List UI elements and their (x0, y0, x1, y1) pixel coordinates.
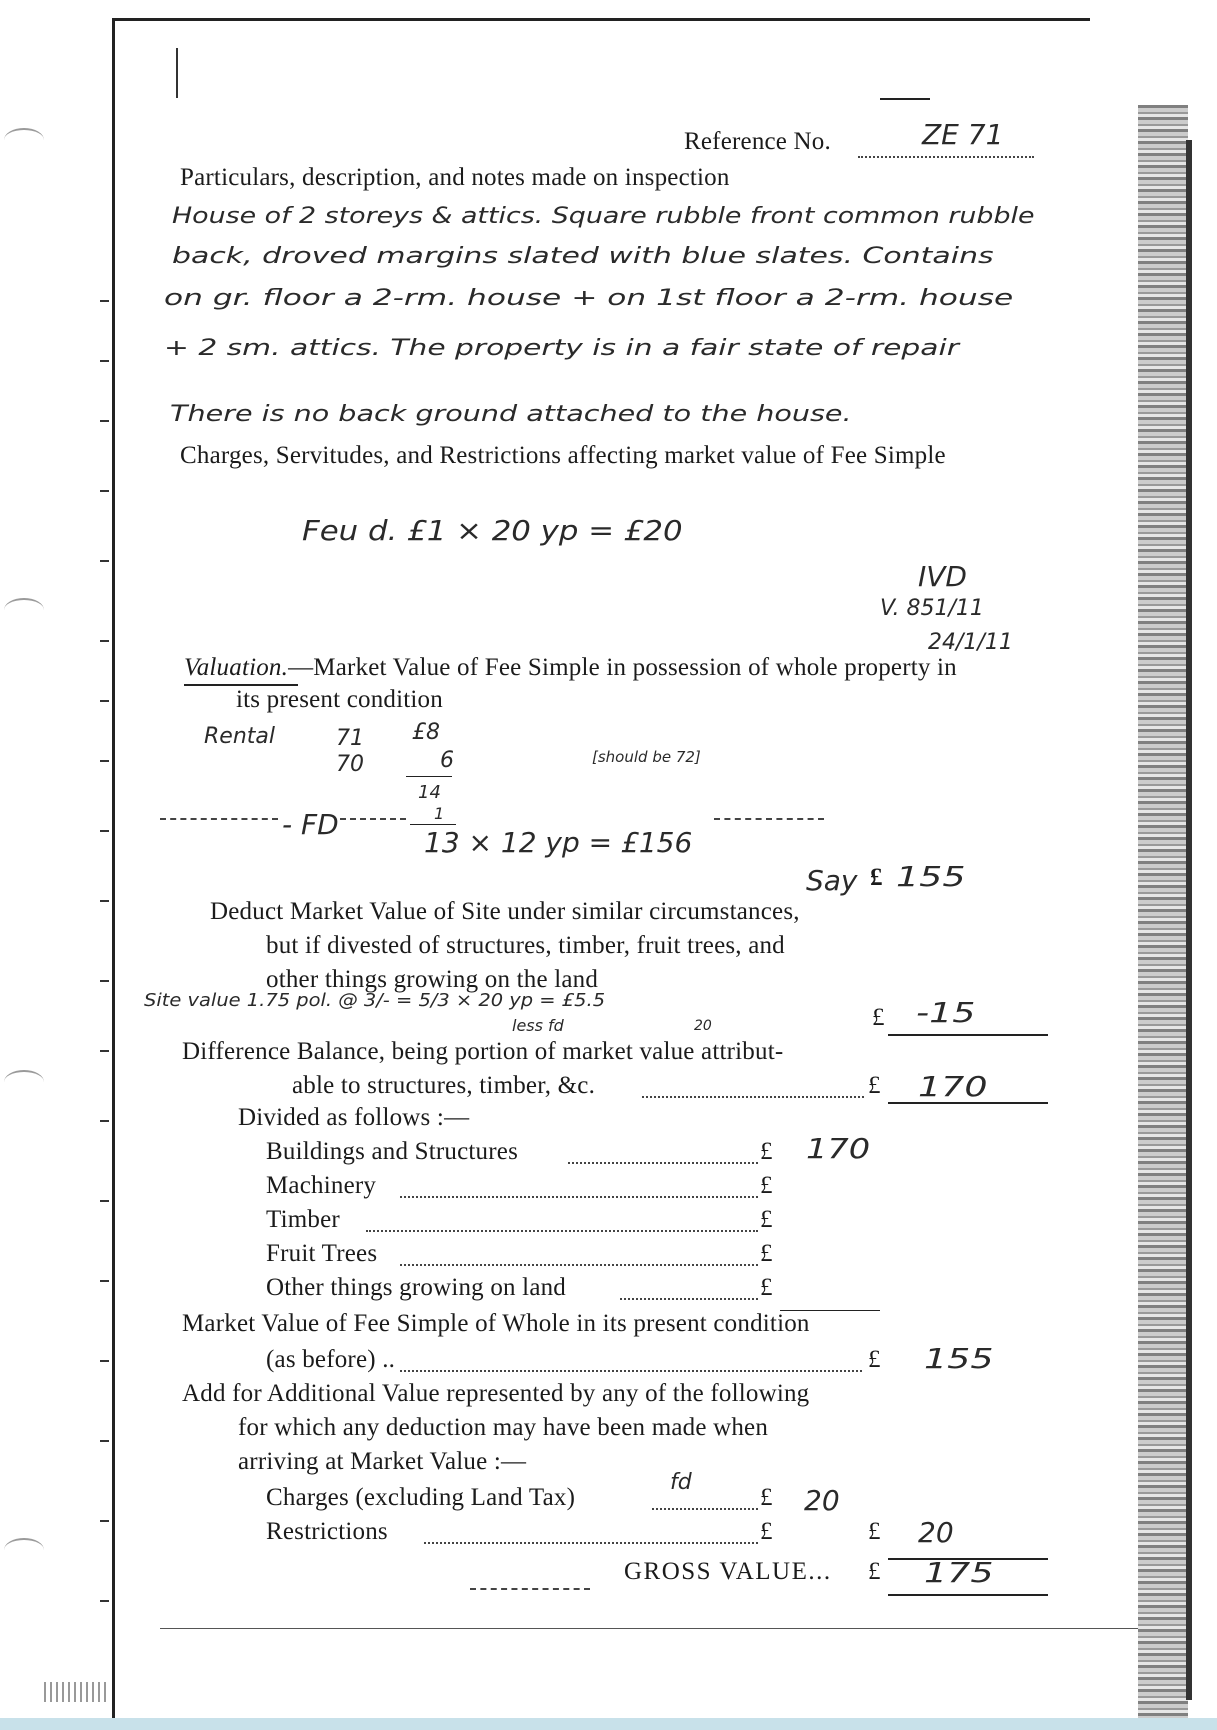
margin-tick (100, 360, 109, 362)
divided-timber-label: Timber (266, 1206, 340, 1233)
margin-tick (100, 830, 109, 832)
scanned-page-edge-dark (1186, 140, 1192, 1700)
site-value-less-fd: less fd (512, 1016, 564, 1035)
top-right-mark (880, 98, 930, 100)
ivd-note-line-1: IVD (918, 560, 967, 593)
add-for-total-currency: £ (868, 1518, 881, 1545)
ivd-note-line-3: 24/1/11 (928, 630, 1013, 655)
market-whole-line-2: (as before) .. (266, 1346, 396, 1373)
rental-amount-2: 6 (440, 748, 454, 773)
difference-line-2: able to structures, timber, &c. (292, 1072, 596, 1099)
margin-tick (100, 490, 109, 492)
market-whole-dots (400, 1370, 862, 1372)
divided-timber-dots (366, 1230, 758, 1232)
site-value-less-fd-amount: 20 (694, 1018, 712, 1034)
divided-fruit-trees-dots (400, 1264, 758, 1266)
left-border (112, 18, 115, 1718)
add-for-line-1: Add for Additional Value represented by any of the following (182, 1380, 810, 1407)
valuation-title-rest: —Market Value of Fee Simple in possession of whole property in (288, 654, 957, 681)
margin-tick (100, 1050, 109, 1052)
reference-label: Reference No. (684, 128, 831, 155)
divided-buildings-dots (568, 1162, 758, 1164)
difference-currency: £ (868, 1072, 881, 1099)
should-be-note: [should be 72] (592, 748, 701, 766)
binder-hole (4, 1538, 44, 1562)
scan-bottom-strip (0, 1718, 1217, 1730)
inner-left-line (176, 48, 178, 98)
charges-excl-note: fd (670, 1470, 692, 1495)
binder-hole (4, 128, 44, 152)
margin-tick (100, 1280, 109, 1282)
margin-tick (100, 980, 109, 982)
rental-sum-line (406, 776, 452, 777)
particulars-line-5: There is no back ground attached to the house. (170, 402, 852, 427)
add-for-total-value: 20 (918, 1516, 954, 1549)
margin-tick (100, 300, 109, 302)
margin-tick (100, 1200, 109, 1202)
valuation-title-italic: Valuation. (184, 654, 289, 681)
bottom-border (160, 1628, 1138, 1629)
market-whole-currency: £ (868, 1346, 881, 1373)
divided-other-label: Other things growing on land (266, 1274, 567, 1301)
divided-fruit-trees-currency: £ (760, 1240, 773, 1267)
divided-machinery-dots (400, 1196, 758, 1198)
divided-machinery-currency: £ (760, 1172, 773, 1199)
margin-tick (100, 560, 109, 562)
difference-value-line (888, 1102, 1048, 1104)
particulars-line-4: + 2 sm. attics. The property is in a fair state of repair (164, 336, 959, 361)
charges-excl-value: 20 (804, 1484, 840, 1517)
valuation-calc: 13 × 12 yp = £156 (424, 826, 693, 859)
rental-ref-1: 71 (336, 726, 364, 751)
divided-other-currency: £ (760, 1274, 773, 1301)
ivd-note-line-2: V. 851/11 (880, 596, 984, 621)
particulars-line-2: back, droved margins slated with blue slates. Contains (172, 244, 994, 269)
margin-tick (100, 700, 109, 702)
charges-excl-label: Charges (excluding Land Tax) (266, 1484, 576, 1511)
restrictions-dots (424, 1542, 758, 1544)
scanned-page-edge (1138, 105, 1188, 1725)
valuation-dash-left (160, 818, 278, 820)
valuation-dash-mid (340, 818, 406, 820)
divided-other-dots (620, 1298, 758, 1300)
binder-hole (4, 598, 44, 622)
site-value-note: Site value 1.75 pol. @ 3/- = 5/3 × 20 yp = £5.5 (144, 990, 606, 1011)
market-whole-line-1: Market Value of Fee Simple of Whole in its present condition (182, 1310, 810, 1337)
rental-less-line (410, 824, 456, 825)
gross-currency: £ (868, 1558, 881, 1585)
restrictions-currency: £ (760, 1518, 773, 1545)
particulars-line-1: House of 2 storeys & attics. Square rubble front common rubble (172, 204, 1035, 229)
rental-ref-2: 70 (336, 752, 364, 777)
rental-less: 1 (434, 804, 445, 823)
rental-label: Rental (204, 724, 275, 749)
scan-noise (44, 1682, 110, 1702)
margin-tick (100, 1120, 109, 1122)
margin-tick (100, 900, 109, 902)
divided-fruit-trees-label: Fruit Trees (266, 1240, 378, 1267)
say-value: 155 (896, 860, 966, 893)
particulars-line-3: on gr. floor a 2-rm. house + on 1st floor a 2-rm. house (164, 286, 1014, 311)
deduct-value-line (888, 1034, 1048, 1036)
deduct-line-1: Deduct Market Value of Site under similar circumstances, (210, 898, 800, 925)
margin-tick (100, 640, 109, 642)
divided-timber-currency: £ (760, 1206, 773, 1233)
add-for-line-2: for which any deduction may have been made when (238, 1414, 769, 1441)
margin-tick (100, 1440, 109, 1442)
divided-buildings-value: 170 (806, 1132, 871, 1165)
margin-tick (100, 420, 109, 422)
deduct-currency: £ (872, 1004, 885, 1031)
rental-amount-1: £8 (412, 720, 440, 745)
margin-tick (100, 1600, 109, 1602)
divided-heading: Divided as follows :— (238, 1104, 470, 1131)
charges-heading: Charges, Servitudes, and Restrictions affecting market value of Fee Simple (180, 442, 946, 469)
valuation-title-line-2: its present condition (236, 686, 443, 713)
margin-tick (100, 1360, 109, 1362)
divided-buildings-currency: £ (760, 1138, 773, 1165)
margin-tick (100, 760, 109, 762)
charges-note: Feu d. £1 × 20 yp = £20 (302, 514, 683, 547)
deduct-line-2: but if divested of structures, timber, fruit trees, and (266, 932, 785, 959)
say-label: Say (806, 864, 858, 897)
binder-hole (4, 1070, 44, 1094)
reference-dotted-line (858, 156, 1034, 158)
gross-dash (470, 1588, 590, 1590)
rental-sum: 14 (418, 782, 441, 803)
reference-number: ZE 71 (922, 118, 1004, 151)
deduct-value: -15 (916, 996, 976, 1029)
say-currency: £ (870, 864, 883, 891)
deduct-line-3: other things growing on the land (266, 966, 599, 993)
add-for-line-3: arriving at Market Value :— (238, 1448, 527, 1475)
fd-label: - FD (282, 808, 339, 841)
valuation-title (184, 654, 957, 682)
difference-dots (642, 1096, 864, 1098)
difference-value: 170 (918, 1070, 988, 1103)
margin-tick (100, 1520, 109, 1522)
gross-value-label: GROSS VALUE... (624, 1558, 832, 1585)
divided-buildings-label: Buildings and Structures (266, 1138, 519, 1165)
gross-value: 175 (924, 1556, 994, 1589)
gross-value-line (888, 1594, 1048, 1596)
difference-line-1: Difference Balance, being portion of market value attribut- (182, 1038, 784, 1065)
charges-excl-currency: £ (760, 1484, 773, 1511)
restrictions-label: Restrictions (266, 1518, 388, 1545)
particulars-heading: Particulars, description, and notes made on inspection (180, 164, 730, 191)
valuation-dash-right (714, 818, 824, 820)
market-whole-value: 155 (924, 1342, 994, 1375)
divided-machinery-label: Machinery (266, 1172, 377, 1199)
top-border (112, 18, 1090, 21)
charges-excl-dots (652, 1508, 758, 1510)
